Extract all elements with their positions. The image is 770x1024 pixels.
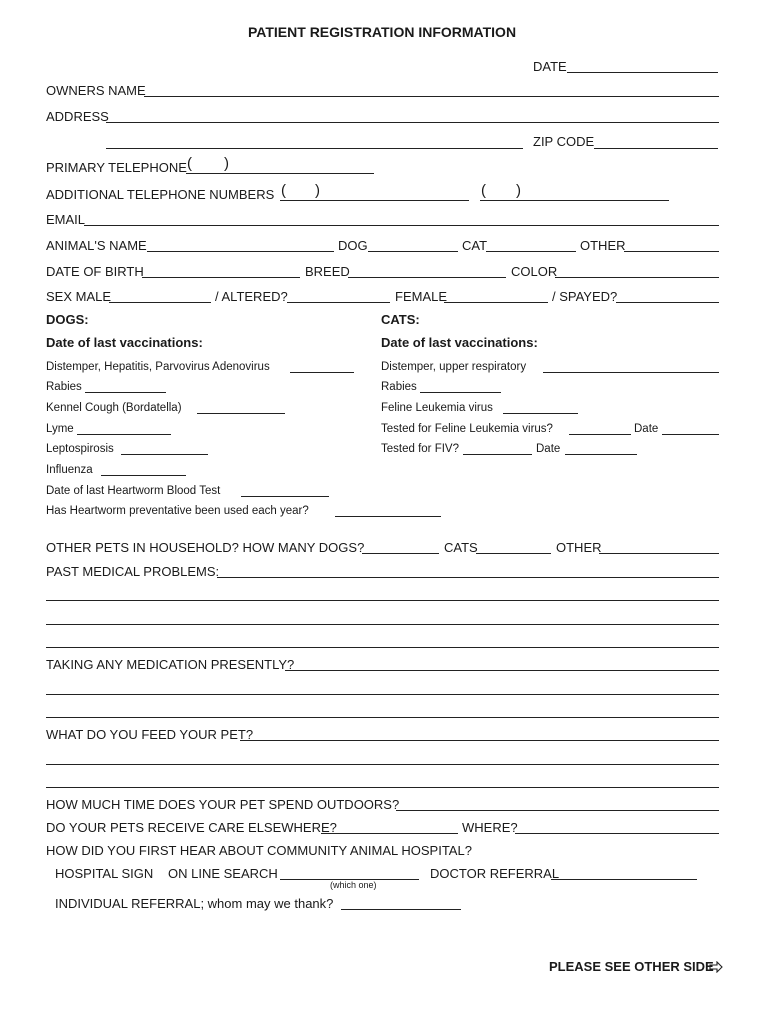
hospital-sign-option[interactable]: HOSPITAL SIGN <box>55 866 154 881</box>
past-medical-field-2[interactable] <box>46 600 719 601</box>
cat-feline-leukemia-field[interactable] <box>503 413 578 414</box>
doctor-referral-field[interactable] <box>551 879 697 880</box>
feed-label: WHAT DO YOU FEED YOUR PET? <box>46 727 254 742</box>
cat-tested-leukemia-label: Tested for Feline Leukemia virus? <box>381 423 553 435</box>
altered-field[interactable] <box>287 302 390 303</box>
cat-tested-fiv-date-label: Date <box>536 443 561 455</box>
zip-code-label: ZIP CODE <box>533 134 595 149</box>
outdoors-field[interactable] <box>396 810 719 811</box>
dog-heartworm-preventative-field[interactable] <box>335 516 441 517</box>
cat-rabies-label: Rabies <box>381 381 417 393</box>
cat-tested-leukemia-date-field[interactable] <box>662 434 719 435</box>
date-of-birth-field[interactable] <box>142 277 300 278</box>
care-elsewhere-label: DO YOUR PETS RECEIVE CARE ELSEWHERE? <box>46 820 337 835</box>
cat-distemper-label: Distemper, upper respiratory <box>381 361 527 373</box>
past-medical-field-1[interactable] <box>217 577 719 578</box>
doctor-referral-option[interactable]: DOCTOR REFERRAL <box>430 866 560 881</box>
dogs-heading: DOGS: <box>46 312 89 327</box>
other-pets-dogs-field[interactable] <box>362 553 439 554</box>
dog-label: DOG <box>338 238 368 253</box>
other-pets-label: OTHER PETS IN HOUSEHOLD? HOW MANY DOGS? <box>46 540 365 555</box>
cats-heading: CATS: <box>381 312 420 327</box>
other-pets-other-field[interactable] <box>599 553 719 554</box>
dog-heartworm-test-label: Date of last Heartworm Blood Test <box>46 485 221 497</box>
cat-distemper-field[interactable] <box>543 372 719 373</box>
past-medical-field-4[interactable] <box>46 647 719 648</box>
altered-label: / ALTERED? <box>215 289 288 304</box>
other-pets-other-label: OTHER <box>556 540 602 555</box>
address-field-line-2[interactable] <box>106 148 523 149</box>
primary-phone-paren-open: ( <box>187 155 192 172</box>
feed-field-1[interactable] <box>240 740 719 741</box>
dog-kennel-cough-label: Kennel Cough (Bordatella) <box>46 402 182 414</box>
cat-tested-fiv-label: Tested for FIV? <box>381 443 459 455</box>
cat-field[interactable] <box>486 251 576 252</box>
other-animal-field[interactable] <box>624 251 719 252</box>
individual-referral-field[interactable] <box>341 909 461 910</box>
breed-field[interactable] <box>348 277 506 278</box>
owners-name-label: OWNERS NAME <box>46 83 146 98</box>
other-pets-cats-field[interactable] <box>476 553 551 554</box>
cat-label: CAT <box>462 238 488 253</box>
care-elsewhere-field[interactable] <box>321 833 458 834</box>
female-label: FEMALE <box>395 289 448 304</box>
additional-phone-2-paren-open: ( <box>481 182 486 199</box>
dog-distemper-field[interactable] <box>290 372 354 373</box>
additional-telephone-label: ADDITIONAL TELEPHONE NUMBERS <box>46 187 275 202</box>
sex-male-label: SEX MALE <box>46 289 112 304</box>
animal-name-field[interactable] <box>147 251 334 252</box>
dog-lyme-field[interactable] <box>77 434 171 435</box>
sex-male-field[interactable] <box>109 302 211 303</box>
primary-phone-paren-close: ) <box>224 155 229 172</box>
primary-telephone-field[interactable] <box>186 173 374 174</box>
right-arrow-icon <box>709 960 723 972</box>
color-label: COLOR <box>511 264 558 279</box>
medication-label: TAKING ANY MEDICATION PRESENTLY? <box>46 657 295 672</box>
dogs-vaccinations-subheading: Date of last vaccinations: <box>46 335 203 350</box>
dog-leptospirosis-field[interactable] <box>121 454 208 455</box>
which-one-hint: (which one) <box>330 880 377 890</box>
feed-field-3[interactable] <box>46 787 719 788</box>
cat-tested-fiv-field[interactable] <box>463 454 532 455</box>
date-field[interactable] <box>567 72 718 73</box>
dog-influenza-field[interactable] <box>101 475 186 476</box>
where-label: WHERE? <box>462 820 518 835</box>
address-field-line-1[interactable] <box>106 122 719 123</box>
hear-about-label: HOW DID YOU FIRST HEAR ABOUT COMMUNITY ANIMAL HOSPITAL? <box>46 843 472 858</box>
dog-rabies-field[interactable] <box>85 392 166 393</box>
breed-label: BREED <box>305 264 350 279</box>
additional-phone-2-paren-close: ) <box>516 182 521 199</box>
dog-heartworm-preventative-label: Has Heartworm preventative been used each year? <box>46 505 309 517</box>
dog-kennel-cough-field[interactable] <box>197 413 285 414</box>
see-other-side-label: PLEASE SEE OTHER SIDE <box>549 959 714 974</box>
medication-field-2[interactable] <box>46 694 719 695</box>
additional-telephone-field-2[interactable] <box>480 200 669 201</box>
additional-telephone-field-1[interactable] <box>280 200 469 201</box>
outdoors-label: HOW MUCH TIME DOES YOUR PET SPEND OUTDOORS? <box>46 797 400 812</box>
cats-vaccinations-subheading: Date of last vaccinations: <box>381 335 538 350</box>
dog-lyme-label: Lyme <box>46 423 74 435</box>
cat-feline-leukemia-label: Feline Leukemia virus <box>381 402 493 414</box>
cat-tested-leukemia-date-label: Date <box>634 423 659 435</box>
medication-field-1[interactable] <box>285 670 719 671</box>
cat-tested-fiv-date-field[interactable] <box>565 454 637 455</box>
color-field[interactable] <box>555 277 719 278</box>
animal-name-label: ANIMAL'S NAME <box>46 238 147 253</box>
primary-telephone-label: PRIMARY TELEPHONE <box>46 160 187 175</box>
female-field[interactable] <box>444 302 548 303</box>
additional-phone-1-paren-close: ) <box>315 182 320 199</box>
email-field[interactable] <box>84 225 719 226</box>
dog-distemper-label: Distemper, Hepatitis, Parvovirus Adenovirus <box>46 361 270 373</box>
dog-field[interactable] <box>368 251 458 252</box>
past-medical-problems-label: PAST MEDICAL PROBLEMS: <box>46 564 220 579</box>
past-medical-field-3[interactable] <box>46 624 719 625</box>
feed-field-2[interactable] <box>46 764 719 765</box>
cat-rabies-field[interactable] <box>420 392 501 393</box>
individual-referral-label: INDIVIDUAL REFERRAL; whom may we thank? <box>55 896 334 911</box>
address-label: ADDRESS <box>46 109 109 124</box>
date-label: DATE <box>533 59 567 74</box>
spayed-field[interactable] <box>616 302 719 303</box>
email-label: EMAIL <box>46 212 86 227</box>
zip-code-field[interactable] <box>594 148 718 149</box>
dog-influenza-label: Influenza <box>46 464 93 476</box>
other-pets-cats-label: CATS <box>444 540 478 555</box>
dog-leptospirosis-label: Leptospirosis <box>46 443 114 455</box>
medication-field-3[interactable] <box>46 717 719 718</box>
date-of-birth-label: DATE OF BIRTH <box>46 264 144 279</box>
page-title: PATIENT REGISTRATION INFORMATION <box>248 24 517 40</box>
where-field[interactable] <box>515 833 719 834</box>
spayed-label: / SPAYED? <box>552 289 618 304</box>
dog-rabies-label: Rabies <box>46 381 82 393</box>
dog-heartworm-test-field[interactable] <box>241 496 329 497</box>
online-search-option[interactable]: ON LINE SEARCH <box>168 866 278 881</box>
other-animal-label: OTHER <box>580 238 626 253</box>
owners-name-field[interactable] <box>144 96 719 97</box>
cat-tested-leukemia-field[interactable] <box>569 434 631 435</box>
additional-phone-1-paren-open: ( <box>281 182 286 199</box>
